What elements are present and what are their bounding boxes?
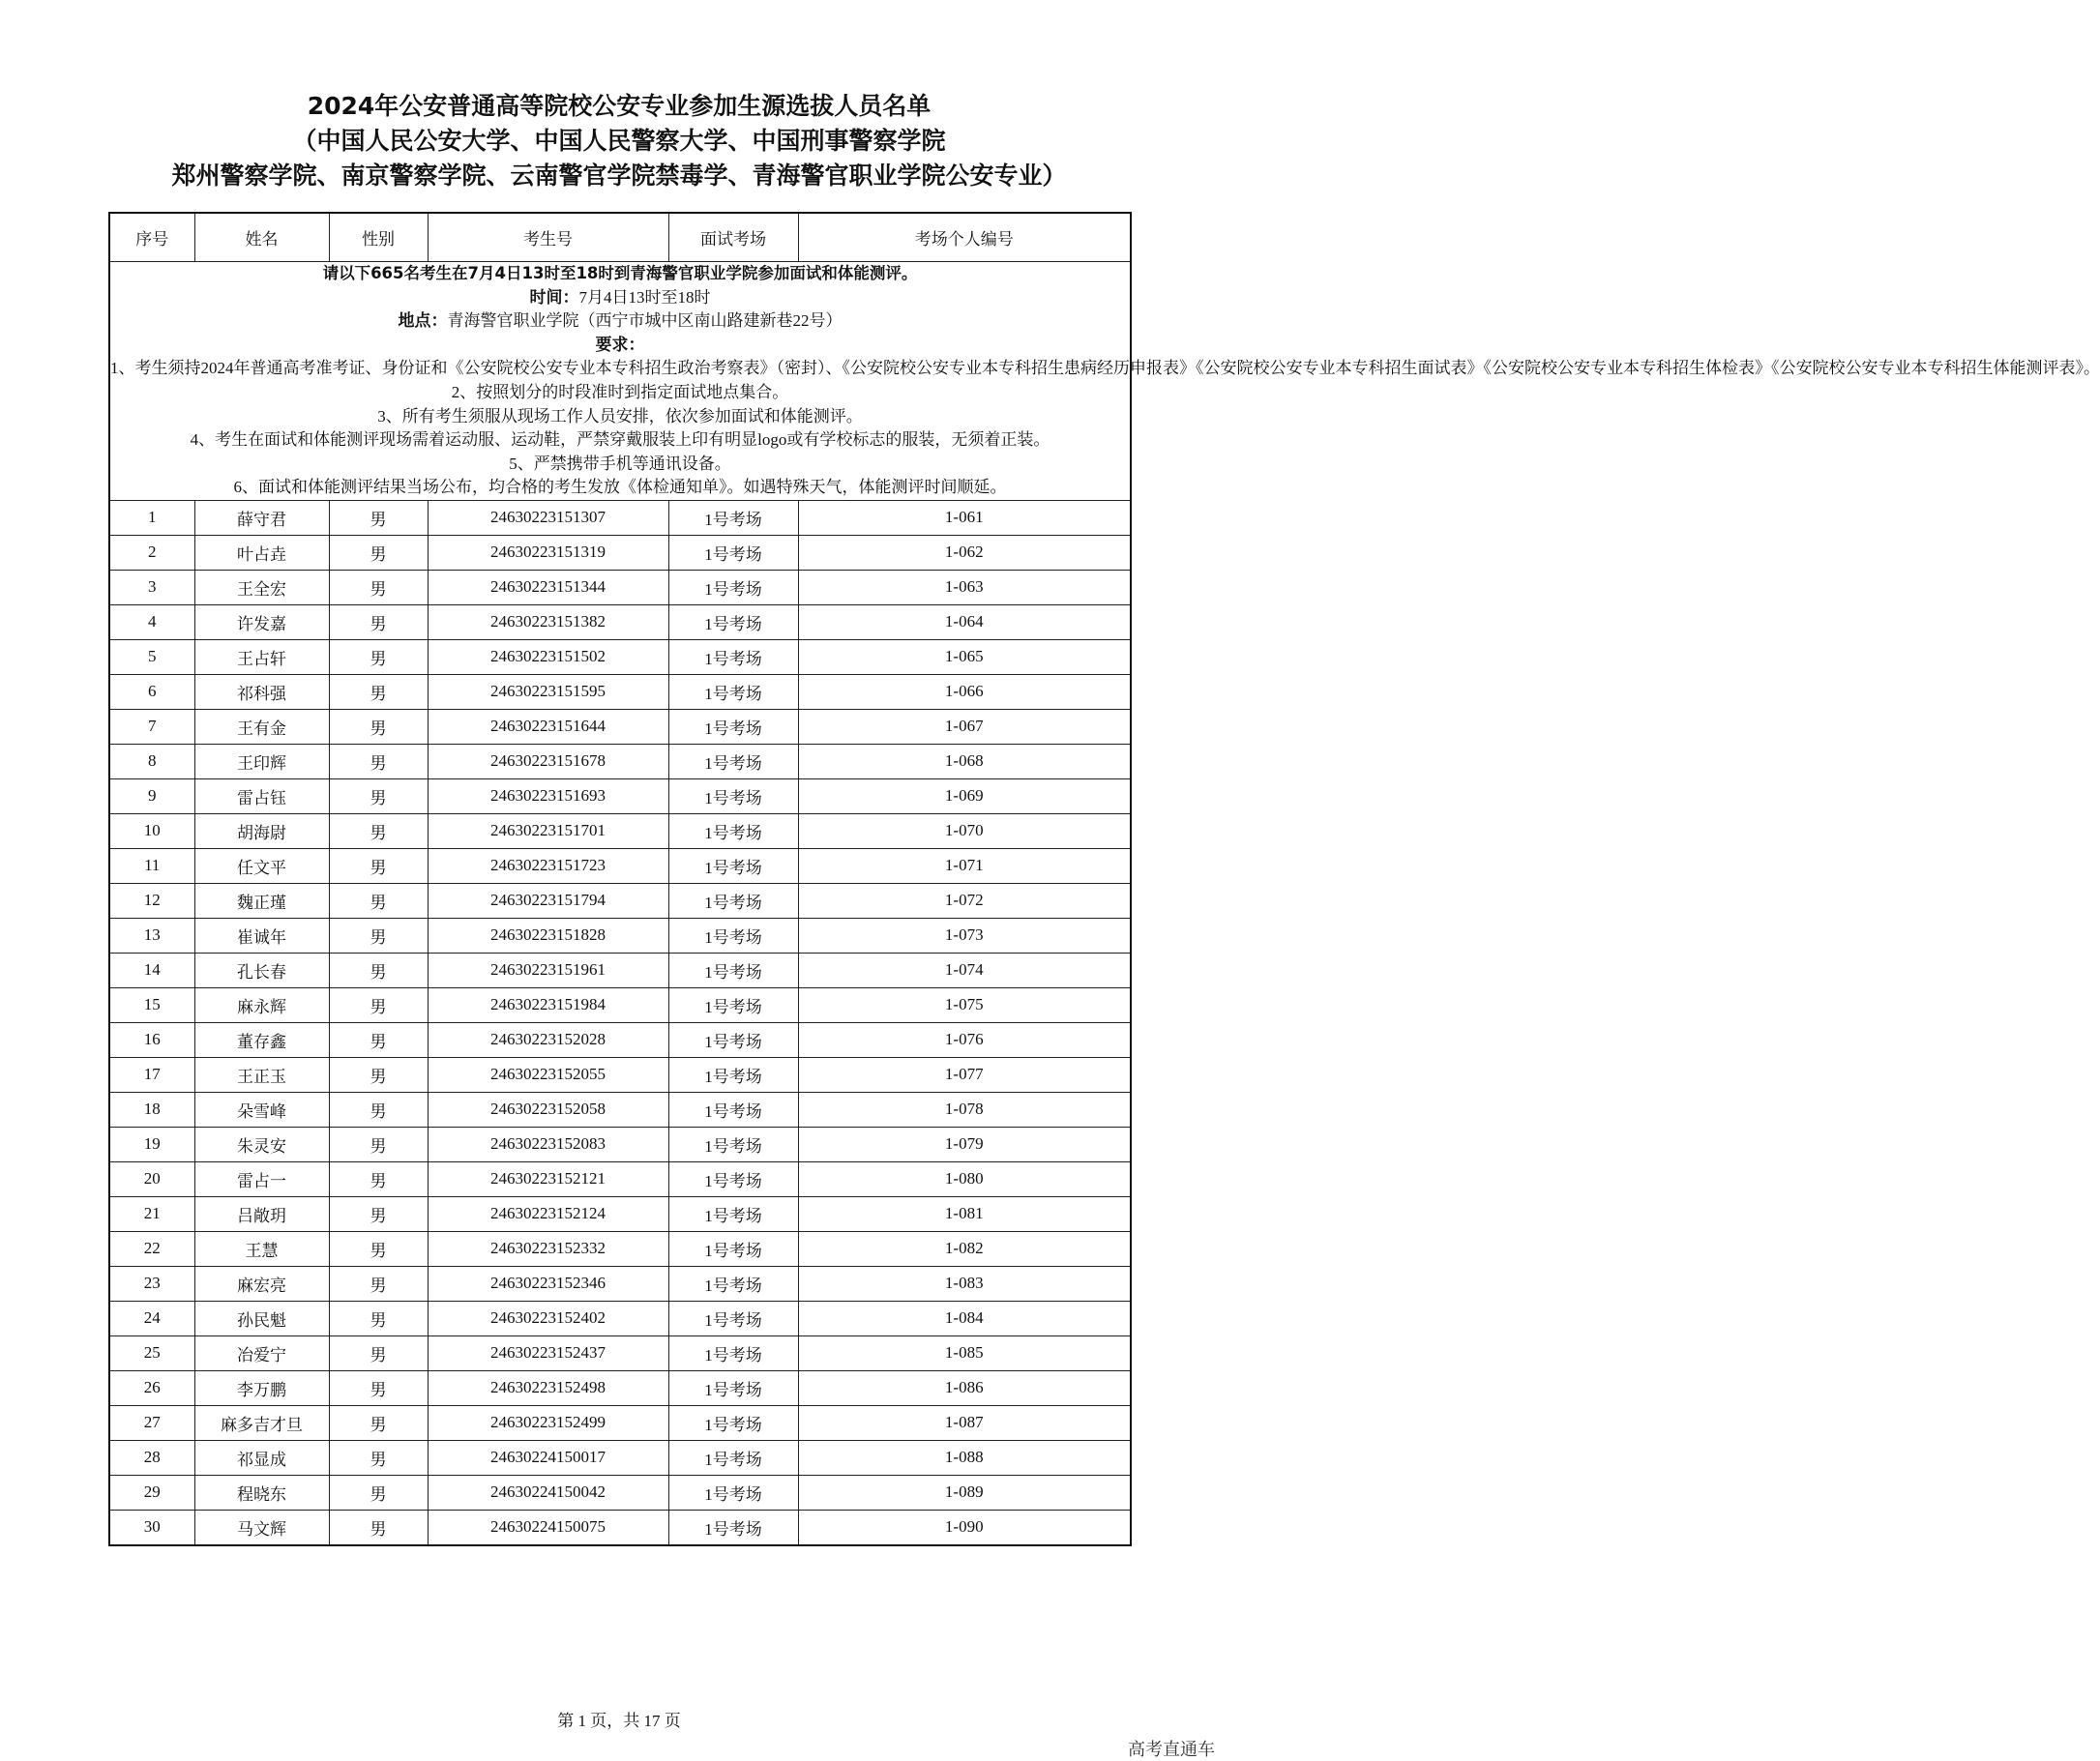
table-row	[109, 500, 1131, 535]
document-subtitle-line-1: （中国人民公安大学、中国人民警察大学、中国刑事警察学院	[292, 127, 946, 155]
cell-gender: 男	[329, 1301, 428, 1335]
cell-gender: 男	[329, 1440, 428, 1475]
cell-interview-room: 1号考场	[668, 918, 798, 953]
cell-name: 王正玉	[194, 1057, 329, 1092]
cell-gender: 男	[329, 778, 428, 813]
table-row	[109, 918, 1131, 953]
notice-headline: 请以下665名考生在7月4日13时至18时到青海警官职业学院参加面试和体能测评。	[322, 264, 918, 282]
cell-name: 孔长春	[194, 953, 329, 987]
cell-exam-number: 24630223152332	[428, 1231, 668, 1266]
cell-gender: 男	[329, 709, 428, 744]
table-row	[109, 1405, 1131, 1440]
cell-gender: 男	[329, 639, 428, 674]
cell-name: 孙民魁	[194, 1301, 329, 1335]
cell-personal-number: 1-079	[798, 1127, 1131, 1161]
cell-exam-number: 24630223151984	[428, 987, 668, 1022]
table-row	[109, 1022, 1131, 1057]
cell-interview-room: 1号考场	[668, 883, 798, 918]
cell-exam-number: 24630223151794	[428, 883, 668, 918]
cell-index: 10	[109, 813, 194, 848]
cell-interview-room: 1号考场	[668, 570, 798, 604]
cell-gender: 男	[329, 848, 428, 883]
cell-index: 28	[109, 1440, 194, 1475]
cell-interview-room: 1号考场	[668, 1092, 798, 1127]
cell-interview-room: 1号考场	[668, 1370, 798, 1405]
cell-index: 24	[109, 1301, 194, 1335]
cell-exam-number: 24630224150017	[428, 1440, 668, 1475]
cell-interview-room: 1号考场	[668, 1475, 798, 1510]
table-row	[109, 1301, 1131, 1335]
table-row	[109, 570, 1131, 604]
cell-index: 2	[109, 535, 194, 570]
cell-name: 祁显成	[194, 1440, 329, 1475]
cell-personal-number: 1-063	[798, 570, 1131, 604]
cell-personal-number: 1-066	[798, 674, 1131, 709]
cell-gender: 男	[329, 1022, 428, 1057]
cell-gender: 男	[329, 674, 428, 709]
notice-requirement-6: 6、面试和体能测评结果当场公布，均合格的考生发放《体检通知单》。如遇特殊天气，体能测评时间顺延。	[233, 478, 1007, 497]
cell-index: 18	[109, 1092, 194, 1127]
cell-name: 任文平	[194, 848, 329, 883]
cell-name: 李万鹏	[194, 1370, 329, 1405]
table-row	[109, 604, 1131, 639]
notice-time-value: 7月4日13时至18时	[578, 287, 711, 307]
notice-requirement-1: 1、考生须持2024年普通高考准考证、身份证和《公安院校公安专业本专科招生政治考察表》（密封）、《公安院校公安专业本专科招生患病经历申报表》《公安院校公安专业本专科招生面试表》《公安院校公安专业本专科招生体检表》《公安院校公安专业本专科招生体能测评表》。	[110, 359, 2100, 378]
cell-gender: 男	[329, 1266, 428, 1301]
table-row	[109, 1440, 1131, 1475]
cell-personal-number: 1-072	[798, 883, 1131, 918]
cell-name: 王慧	[194, 1231, 329, 1266]
cell-personal-number: 1-080	[798, 1161, 1131, 1196]
cell-interview-room: 1号考场	[668, 535, 798, 570]
cell-name: 冶爱宁	[194, 1335, 329, 1370]
cell-name: 麻多吉才旦	[194, 1405, 329, 1440]
cell-index: 7	[109, 709, 194, 744]
cell-interview-room: 1号考场	[668, 1022, 798, 1057]
cell-gender: 男	[329, 1057, 428, 1092]
cell-index: 5	[109, 639, 194, 674]
cell-name: 雷占一	[194, 1161, 329, 1196]
page-footer: 第 1 页，共 17 页	[557, 1712, 681, 1730]
candidate-table	[108, 212, 2100, 1546]
cell-exam-number: 24630223151382	[428, 604, 668, 639]
table-row	[109, 1510, 1131, 1545]
cell-index: 29	[109, 1475, 194, 1510]
cell-exam-number: 24630223152028	[428, 1022, 668, 1057]
notice-requirement-2: 2、按照划分的时段准时到指定面试地点集合。	[451, 382, 789, 401]
cell-exam-number: 24630223151344	[428, 570, 668, 604]
cell-gender: 男	[329, 918, 428, 953]
cell-name: 麻永辉	[194, 987, 329, 1022]
cell-name: 崔诚年	[194, 918, 329, 953]
cell-name: 祁科强	[194, 674, 329, 709]
cell-name: 魏正瑾	[194, 883, 329, 918]
cell-gender: 男	[329, 1335, 428, 1370]
cell-personal-number: 1-090	[798, 1510, 1131, 1545]
cell-personal-number: 1-075	[798, 987, 1131, 1022]
notice-cell	[109, 262, 2100, 501]
cell-personal-number: 1-085	[798, 1335, 1131, 1370]
cell-interview-room: 1号考场	[668, 1196, 798, 1231]
cell-personal-number: 1-069	[798, 778, 1131, 813]
table-row	[109, 1127, 1131, 1161]
cell-gender: 男	[329, 1405, 428, 1440]
col-header-name: 姓名	[194, 213, 329, 262]
cell-exam-number: 24630223152058	[428, 1092, 668, 1127]
table-row	[109, 813, 1131, 848]
cell-gender: 男	[329, 535, 428, 570]
cell-exam-number: 24630223151644	[428, 709, 668, 744]
notice-requirement-4: 4、考生在面试和体能测评现场需着运动服、运动鞋，严禁穿戴服装上印有明显logo或有学校标志的服装，无须着正装。	[190, 430, 1050, 450]
candidate-rows	[109, 500, 1131, 1545]
cell-interview-room: 1号考场	[668, 500, 798, 535]
table-row	[109, 883, 1131, 918]
cell-personal-number: 1-074	[798, 953, 1131, 987]
cell-personal-number: 1-084	[798, 1301, 1131, 1335]
cell-name: 董存鑫	[194, 1022, 329, 1057]
cell-personal-number: 1-089	[798, 1475, 1131, 1510]
cell-index: 30	[109, 1510, 194, 1545]
cell-interview-room: 1号考场	[668, 987, 798, 1022]
cell-interview-room: 1号考场	[668, 1161, 798, 1196]
cell-interview-room: 1号考场	[668, 639, 798, 674]
cell-name: 吕敞玥	[194, 1196, 329, 1231]
notice-place-value: 青海警官职业学院（西宁市城中区南山路建新巷22号）	[447, 311, 843, 331]
cell-index: 21	[109, 1196, 194, 1231]
table-row	[109, 639, 1131, 674]
col-header-index: 序号	[109, 213, 194, 262]
cell-index: 16	[109, 1022, 194, 1057]
cell-name: 薛守君	[194, 500, 329, 535]
cell-interview-room: 1号考场	[668, 744, 798, 778]
cell-personal-number: 1-070	[798, 813, 1131, 848]
cell-index: 17	[109, 1057, 194, 1092]
cell-index: 11	[109, 848, 194, 883]
cell-exam-number: 24630223151678	[428, 744, 668, 778]
cell-index: 6	[109, 674, 194, 709]
table-row	[109, 1231, 1131, 1266]
notice-time	[110, 286, 1130, 310]
cell-index: 23	[109, 1266, 194, 1301]
cell-name: 朱灵安	[194, 1127, 329, 1161]
cell-index: 4	[109, 604, 194, 639]
notice-requirement-5: 5、严禁携带手机等通讯设备。	[509, 454, 731, 473]
col-header-exam-number: 考生号	[428, 213, 668, 262]
watermark-text: 高考直通车	[1128, 1740, 1215, 1760]
cell-gender: 男	[329, 1475, 428, 1510]
cell-personal-number: 1-071	[798, 848, 1131, 883]
cell-gender: 男	[329, 1161, 428, 1196]
cell-name: 叶占垚	[194, 535, 329, 570]
cell-gender: 男	[329, 987, 428, 1022]
cell-gender: 男	[329, 1231, 428, 1266]
cell-name: 王有金	[194, 709, 329, 744]
table-row	[109, 1092, 1131, 1127]
cell-interview-room: 1号考场	[668, 1405, 798, 1440]
cell-gender: 男	[329, 1127, 428, 1161]
cell-exam-number: 24630223152124	[428, 1196, 668, 1231]
table-row	[109, 535, 1131, 570]
cell-name: 马文辉	[194, 1510, 329, 1545]
cell-index: 20	[109, 1161, 194, 1196]
cell-exam-number: 24630223152499	[428, 1405, 668, 1440]
cell-interview-room: 1号考场	[668, 953, 798, 987]
cell-exam-number: 24630223151961	[428, 953, 668, 987]
table-row	[109, 744, 1131, 778]
cell-exam-number: 24630223151723	[428, 848, 668, 883]
cell-personal-number: 1-083	[798, 1266, 1131, 1301]
table-header-row	[109, 213, 1131, 262]
cell-exam-number: 24630223152083	[428, 1127, 668, 1161]
cell-name: 雷占钰	[194, 778, 329, 813]
cell-gender: 男	[329, 1370, 428, 1405]
cell-interview-room: 1号考场	[668, 1510, 798, 1545]
cell-personal-number: 1-086	[798, 1370, 1131, 1405]
notice-time-label: 时间：	[529, 287, 579, 308]
cell-gender: 男	[329, 1092, 428, 1127]
cell-gender: 男	[329, 604, 428, 639]
cell-gender: 男	[329, 813, 428, 848]
cell-gender: 男	[329, 500, 428, 535]
cell-personal-number: 1-073	[798, 918, 1131, 953]
cell-personal-number: 1-062	[798, 535, 1131, 570]
col-header-gender: 性别	[329, 213, 428, 262]
cell-index: 26	[109, 1370, 194, 1405]
cell-personal-number: 1-078	[798, 1092, 1131, 1127]
table-row	[109, 953, 1131, 987]
cell-exam-number: 24630223152055	[428, 1057, 668, 1092]
cell-interview-room: 1号考场	[668, 709, 798, 744]
cell-interview-room: 1号考场	[668, 1231, 798, 1266]
cell-index: 12	[109, 883, 194, 918]
cell-interview-room: 1号考场	[668, 1440, 798, 1475]
notice-place	[110, 309, 1130, 334]
cell-personal-number: 1-088	[798, 1440, 1131, 1475]
table-row	[109, 1335, 1131, 1370]
cell-exam-number: 24630223152346	[428, 1266, 668, 1301]
notice-place-label: 地点：	[398, 311, 448, 332]
cell-name: 许发嘉	[194, 604, 329, 639]
cell-exam-number: 24630223151828	[428, 918, 668, 953]
cell-interview-room: 1号考场	[668, 604, 798, 639]
cell-interview-room: 1号考场	[668, 813, 798, 848]
cell-name: 胡海尉	[194, 813, 329, 848]
document-title: 2024年公安普通高等院校公安专业参加生源选拔人员名单	[307, 92, 932, 120]
cell-interview-room: 1号考场	[668, 1057, 798, 1092]
cell-personal-number: 1-076	[798, 1022, 1131, 1057]
cell-index: 3	[109, 570, 194, 604]
cell-personal-number: 1-087	[798, 1405, 1131, 1440]
table-row	[109, 1196, 1131, 1231]
cell-exam-number: 24630224150042	[428, 1475, 668, 1510]
cell-interview-room: 1号考场	[668, 674, 798, 709]
cell-name: 程晓东	[194, 1475, 329, 1510]
table-row	[109, 987, 1131, 1022]
table-row	[109, 1161, 1131, 1196]
cell-personal-number: 1-061	[798, 500, 1131, 535]
cell-interview-room: 1号考场	[668, 1127, 798, 1161]
cell-index: 13	[109, 918, 194, 953]
cell-exam-number: 24630223151693	[428, 778, 668, 813]
cell-personal-number: 1-082	[798, 1231, 1131, 1266]
cell-exam-number: 24630224150075	[428, 1510, 668, 1545]
cell-gender: 男	[329, 1510, 428, 1545]
cell-index: 25	[109, 1335, 194, 1370]
document-subtitle-line-2: 郑州警察学院、南京警察学院、云南警官学院禁毒学、青海警官职业学院公安专业）	[171, 161, 1067, 190]
table-row	[109, 1266, 1131, 1301]
table-row	[109, 778, 1131, 813]
cell-personal-number: 1-068	[798, 744, 1131, 778]
cell-index: 27	[109, 1405, 194, 1440]
cell-interview-room: 1号考场	[668, 1301, 798, 1335]
document-title-block	[0, 89, 1238, 193]
col-header-interview-room: 面试考场	[668, 213, 798, 262]
col-header-personal-number: 考场个人编号	[798, 213, 1131, 262]
cell-index: 14	[109, 953, 194, 987]
notice-row	[109, 262, 1131, 501]
cell-exam-number: 24630223151307	[428, 500, 668, 535]
cell-gender: 男	[329, 744, 428, 778]
cell-exam-number: 24630223152498	[428, 1370, 668, 1405]
table-row	[109, 1475, 1131, 1510]
cell-exam-number: 24630223152437	[428, 1335, 668, 1370]
cell-index: 19	[109, 1127, 194, 1161]
cell-gender: 男	[329, 570, 428, 604]
cell-index: 1	[109, 500, 194, 535]
notice-requirements-label: 要求：	[595, 335, 645, 355]
cell-interview-room: 1号考场	[668, 1335, 798, 1370]
cell-exam-number: 24630223151319	[428, 535, 668, 570]
cell-exam-number: 24630223152402	[428, 1301, 668, 1335]
cell-index: 8	[109, 744, 194, 778]
cell-name: 王全宏	[194, 570, 329, 604]
table-row	[109, 1370, 1131, 1405]
cell-gender: 男	[329, 883, 428, 918]
cell-interview-room: 1号考场	[668, 1266, 798, 1301]
table-row	[109, 848, 1131, 883]
cell-exam-number: 24630223151701	[428, 813, 668, 848]
cell-name: 麻宏亮	[194, 1266, 329, 1301]
table-row	[109, 674, 1131, 709]
cell-name: 朵雪峰	[194, 1092, 329, 1127]
table-row	[109, 709, 1131, 744]
notice-requirement-3: 3、所有考生须服从现场工作人员安排，依次参加面试和体能测评。	[377, 406, 863, 426]
cell-name: 王占轩	[194, 639, 329, 674]
cell-exam-number: 24630223151595	[428, 674, 668, 709]
cell-personal-number: 1-065	[798, 639, 1131, 674]
cell-name: 王印辉	[194, 744, 329, 778]
cell-personal-number: 1-081	[798, 1196, 1131, 1231]
cell-index: 15	[109, 987, 194, 1022]
cell-interview-room: 1号考场	[668, 848, 798, 883]
cell-index: 22	[109, 1231, 194, 1266]
cell-personal-number: 1-077	[798, 1057, 1131, 1092]
cell-personal-number: 1-064	[798, 604, 1131, 639]
cell-exam-number: 24630223152121	[428, 1161, 668, 1196]
table-row	[109, 1057, 1131, 1092]
cell-gender: 男	[329, 1196, 428, 1231]
cell-gender: 男	[329, 953, 428, 987]
cell-interview-room: 1号考场	[668, 778, 798, 813]
cell-personal-number: 1-067	[798, 709, 1131, 744]
cell-index: 9	[109, 778, 194, 813]
cell-exam-number: 24630223151502	[428, 639, 668, 674]
